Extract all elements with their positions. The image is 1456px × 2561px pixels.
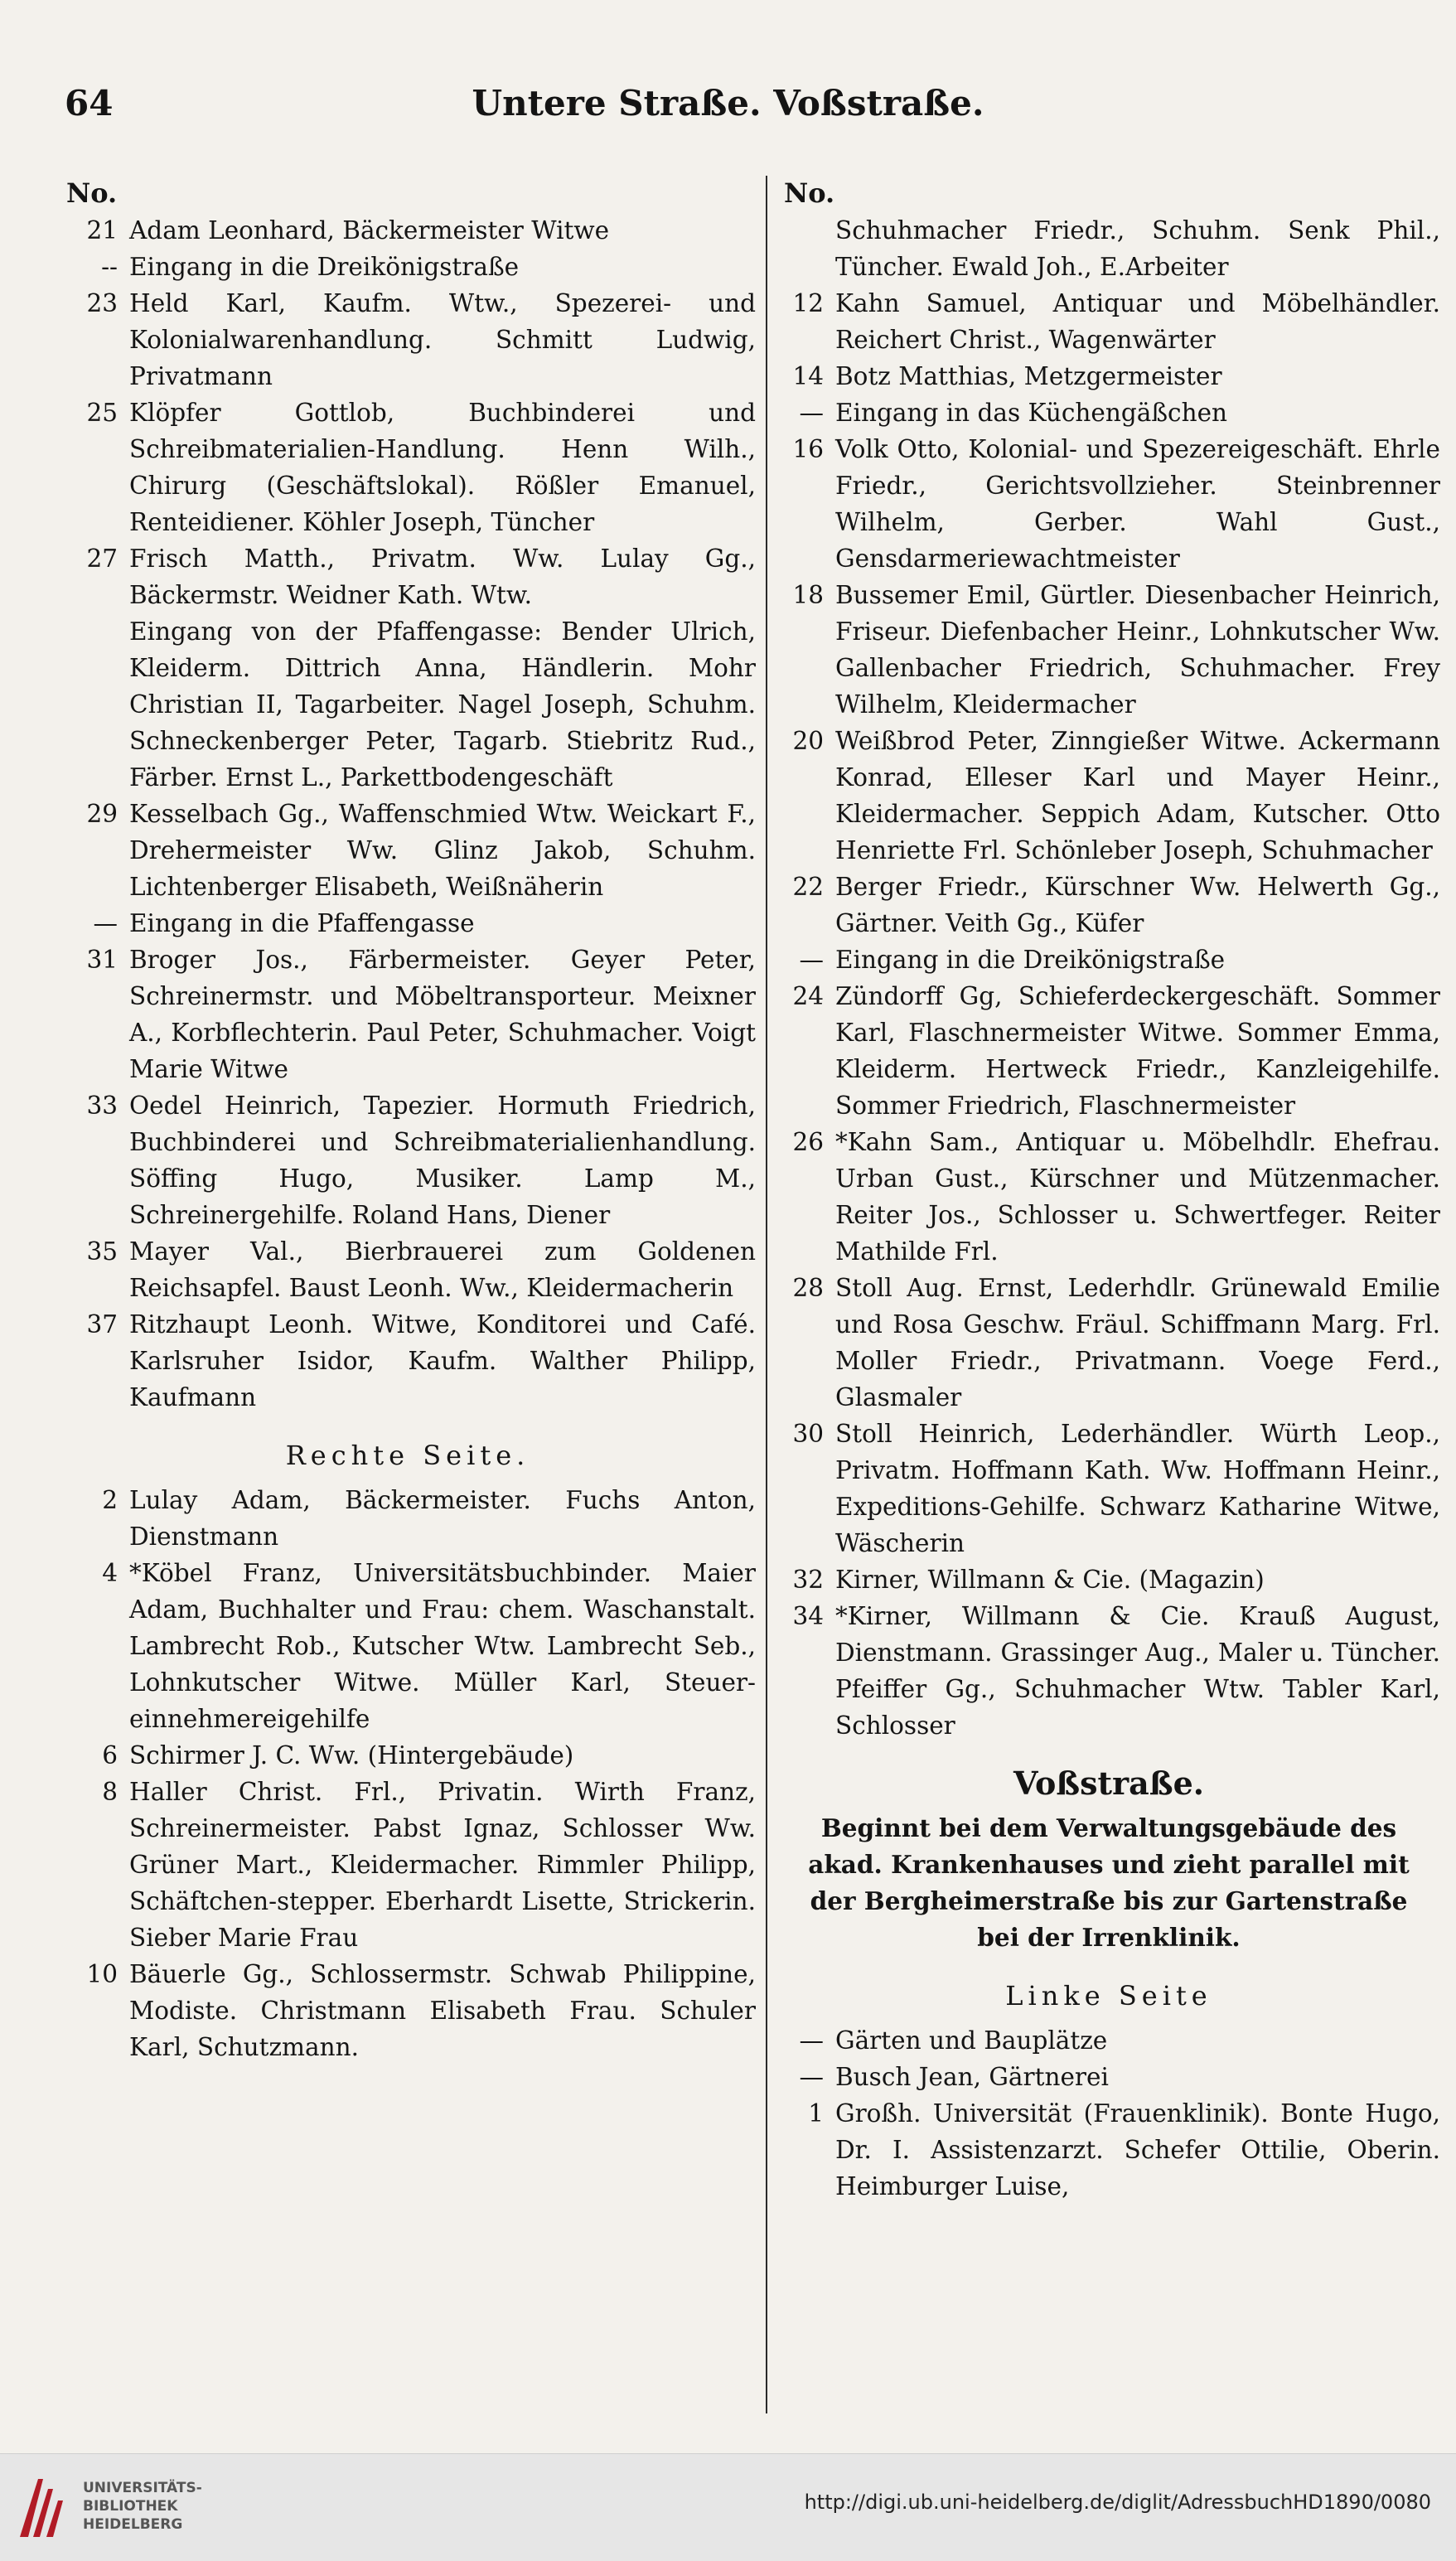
directory-entry bbox=[777, 723, 1440, 869]
entry-text: Volk Otto, Kolonial- und Spezereigeschäft. Ehrle Friedr., Gerichtsvollzieher. Steinbrenner Wilhelm, Gerber. Wahl Gust., Gensdarmeriewachtmeister bbox=[835, 435, 1440, 573]
entry-text: Eingang in die Dreikönigstraße bbox=[129, 253, 520, 281]
entry-text: Held Karl, Kaufm. Wtw., Spezerei- und Kolonialwarenhandlung. Schmitt Ludwig, Privatmann bbox=[129, 289, 756, 390]
house-number: 6 bbox=[102, 1741, 118, 1769]
entry-text: Haller Christ. Frl., Privatin. Wirth Franz, Schreinermeister. Pabst Ignaz, Schlosser Ww. Grüner Mart., Kleidermacher. Rimmler Philipp, Schäftchen-stepper. Eberhardt Lisette, Strickerin. Sieber Marie Frau bbox=[129, 1778, 756, 1952]
entry-text: *Kirner, Willmann & Cie. Krauß August, Dienstmann. Grassinger Aug., Maler u. Tüncher. Pfeiffer Gg., Schuhmacher Wtw. Tabler Karl, Schlosser bbox=[835, 1602, 1440, 1740]
directory-entry bbox=[60, 395, 756, 540]
left-entries bbox=[60, 212, 756, 1416]
house-number: 31 bbox=[86, 946, 118, 974]
directory-entry bbox=[777, 577, 1440, 723]
directory-entry bbox=[60, 212, 756, 249]
entry-text: Eingang von der Pfaffengasse: Bender Ulrich, Kleiderm. Dittrich Anna, Händlerin. Mohr Christian II, Tagarbeiter. Nagel Joseph, Schuhm. Schneckenberger Peter, Tagarb. Stiebritz Rud., Färber. Ernst L., Parkettbodengeschäft bbox=[129, 617, 756, 792]
entry-text: *Köbel Franz, Universitätsbuchbinder. Maier Adam, Buchhalter und Frau: chem. Waschanstalt. Lambrecht Rob., Kutscher Wtw. Lambrecht Seb., Lohnkutscher Witwe. Müller Karl, Steuer-einnehmereigehilfe bbox=[129, 1559, 756, 1733]
entry-text: Klöpfer Gottlob, Buchbinderei und Schreibmaterialien-Handlung. Henn Wilh., Chirurg (Geschäftslokal). Rößler Emanuel, Renteidiener. Köhler Joseph, Tüncher bbox=[129, 399, 756, 536]
directory-entry bbox=[777, 431, 1440, 577]
house-number: 30 bbox=[792, 1420, 824, 1448]
left-side-entries bbox=[777, 2022, 1440, 2205]
entry-text: Berger Friedr., Kürschner Ww. Helwerth Gg., Gärtner. Veith Gg., Küfer bbox=[835, 873, 1440, 937]
viewer-footer bbox=[0, 2453, 1456, 2561]
directory-entry bbox=[60, 905, 756, 942]
entry-text: Kirner, Willmann & Cie. (Magazin) bbox=[835, 1566, 1265, 1594]
entry-text: Großh. Universität (Frauenklinik). Bonte Hugo, Dr. I. Assistenzarzt. Schefer Ottilie, Oberin. Heimburger Luise, bbox=[835, 2099, 1440, 2200]
directory-entry bbox=[60, 1087, 756, 1233]
house-number: 1 bbox=[808, 2099, 824, 2128]
directory-entry bbox=[60, 796, 756, 905]
entry-text: Adam Leonhard, Bäckermeister Witwe bbox=[129, 216, 610, 244]
entry-text: *Kahn Sam., Antiquar u. Möbelhdlr. Ehefrau. Urban Gust., Kürschner und Mützenmacher. Reiter Jos., Schlosser u. Schwertfeger. Reiter Mathilde Frl. bbox=[835, 1128, 1440, 1266]
continuation-text: Schuhmacher Friedr., Schuhm. Senk Phil., Tüncher. Ewald Joh., E.Arbeiter bbox=[835, 216, 1440, 281]
house-number: — bbox=[799, 2026, 824, 2055]
directory-entry bbox=[777, 1270, 1440, 1416]
entry-text: Bäuerle Gg., Schlossermstr. Schwab Philippine, Modiste. Christmann Elisabeth Frau. Schuler Karl, Schutzmann. bbox=[129, 1960, 756, 2061]
house-number: — bbox=[799, 399, 824, 427]
directory-entry bbox=[60, 1482, 756, 1555]
directory-entry bbox=[777, 942, 1440, 978]
directory-entry bbox=[777, 358, 1440, 395]
house-number: 35 bbox=[86, 1237, 118, 1266]
house-number: 37 bbox=[86, 1310, 118, 1339]
directory-entry bbox=[777, 1598, 1440, 1744]
entry-text: Eingang in die Dreikönigstraße bbox=[835, 946, 1226, 974]
house-number: 12 bbox=[792, 289, 824, 317]
right-side-entries bbox=[60, 1482, 756, 2065]
entry-text: Stoll Heinrich, Lederhändler. Würth Leop., Privatm. Hoffmann Kath. Ww. Hoffmann Heinr., Expeditions-Gehilfe. Schwarz Katharine Witwe, Wäscherin bbox=[835, 1420, 1440, 1557]
entry-text: Botz Matthias, Metzgermeister bbox=[835, 362, 1222, 390]
running-title: Untere Straße. Voßstraße. bbox=[472, 83, 984, 123]
house-number: 29 bbox=[86, 800, 118, 828]
left-column bbox=[60, 174, 756, 2065]
house-number: 22 bbox=[792, 873, 824, 901]
house-number: 21 bbox=[86, 216, 118, 244]
entry-text: Schirmer J. C. Ww. (Hintergebäude) bbox=[129, 1741, 574, 1769]
entry-text: Mayer Val., Bierbrauerei zum Goldenen Reichsapfel. Baust Leonh. Ww., Kleidermacherin bbox=[129, 1237, 756, 1302]
house-number: 32 bbox=[792, 1566, 824, 1594]
house-number: 26 bbox=[792, 1128, 824, 1156]
library-logo-icon bbox=[15, 2472, 73, 2542]
entry-text: Ritzhaupt Leonh. Witwe, Konditorei und Café. Karlsruher Isidor, Kaufm. Walther Philipp, Kaufmann bbox=[129, 1310, 756, 1411]
house-number: 28 bbox=[792, 1274, 824, 1302]
entry-text: Gärten und Bauplätze bbox=[835, 2026, 1108, 2055]
house-number: 18 bbox=[792, 581, 824, 609]
house-number: 8 bbox=[102, 1778, 118, 1806]
directory-entry bbox=[777, 1416, 1440, 1561]
library-name: UNIVERSITÄTS- BIBLIOTHEK HEIDELBERG bbox=[83, 2480, 202, 2533]
directory-entry bbox=[777, 2059, 1440, 2095]
house-number: 23 bbox=[86, 289, 118, 317]
directory-entry bbox=[60, 540, 756, 613]
house-number: 2 bbox=[102, 1486, 118, 1514]
house-number: 4 bbox=[102, 1559, 118, 1587]
entry-text: Stoll Aug. Ernst, Lederhdlr. Grünewald Emilie und Rosa Geschw. Fräul. Schiffmann Marg. Frl. Moller Friedr., Privatmann. Voege Ferd., Glasmaler bbox=[835, 1274, 1440, 1411]
directory-entry bbox=[777, 978, 1440, 1124]
directory-entry bbox=[777, 395, 1440, 431]
house-number: 20 bbox=[792, 727, 824, 755]
directory-entry bbox=[60, 1956, 756, 2065]
entry-text: Kahn Samuel, Antiquar und Möbelhändler. Reichert Christ., Wagenwärter bbox=[835, 289, 1440, 354]
no-label: No. bbox=[66, 177, 118, 209]
directory-entry bbox=[777, 869, 1440, 942]
entry-text: Frisch Matth., Privatm. Ww. Lulay Gg., Bäckermstr. Weidner Kath. Wtw. bbox=[129, 545, 756, 609]
street-description: Beginnt bei dem Verwaltungsgebäude des akad. Krankenhauses und zieht parallel mit der Bergheimerstraße bis zur Gartenstraße bei der Irrenklinik. bbox=[808, 1813, 1410, 1952]
house-number: 34 bbox=[792, 1602, 824, 1630]
directory-entry bbox=[60, 1233, 756, 1306]
house-number: 14 bbox=[792, 362, 824, 390]
directory-entry bbox=[60, 1306, 756, 1416]
permalink-url[interactable]: http://digi.ub.uni-heidelberg.de/diglit/AdressbuchHD1890/0080 bbox=[804, 2491, 1431, 2514]
directory-entry bbox=[60, 285, 756, 395]
directory-entry bbox=[777, 2095, 1440, 2205]
house-number: 24 bbox=[792, 982, 824, 1010]
entry-text: Lulay Adam, Bäckermeister. Fuchs Anton, Dienstmann bbox=[129, 1486, 756, 1551]
section-heading-right-side: Rechte Seite. bbox=[285, 1440, 530, 1471]
house-number: 27 bbox=[86, 545, 118, 573]
directory-entry bbox=[60, 1774, 756, 1956]
entry-text: Weißbrod Peter, Zinngießer Witwe. Ackermann Konrad, Elleser Karl und Mayer Heinr., Kleidermacher. Seppich Adam, Kutscher. Otto Henriette Frl. Schönleber Joseph, Schuhmacher bbox=[835, 727, 1440, 864]
house-number: — bbox=[799, 946, 824, 974]
directory-entry bbox=[60, 942, 756, 1087]
entry-text: Zündorff Gg, Schieferdeckergeschäft. Sommer Karl, Flaschnermeister Witwe. Sommer Emma, Kleiderm. Hertweck Friedr., Kanzleigehilfe. Sommer Friedrich, Flaschnermeister bbox=[835, 982, 1440, 1120]
entry-text: Kesselbach Gg., Waffenschmied Wtw. Weickart F., Drehermeister Ww. Glinz Jakob, Schuhm. Lichtenberger Elisabeth, Weißnäherin bbox=[129, 800, 756, 901]
house-number: -- bbox=[101, 253, 118, 281]
page-number: 64 bbox=[65, 83, 114, 123]
entry-text: Oedel Heinrich, Tapezier. Hormuth Friedrich, Buchbinderei und Schreibmaterialienhandlung. Söffing Hugo, Musiker. Lamp M., Schreinergehilfe. Roland Hans, Diener bbox=[129, 1092, 756, 1229]
house-number: 10 bbox=[86, 1960, 118, 1988]
right-entries bbox=[777, 285, 1440, 1744]
entry-text: Eingang in die Pfaffengasse bbox=[129, 909, 475, 937]
column-divider bbox=[766, 176, 767, 2413]
directory-entry bbox=[777, 2022, 1440, 2059]
page-header bbox=[0, 76, 1456, 134]
street-title: Voßstraße. bbox=[1013, 1765, 1205, 1802]
house-number: — bbox=[799, 2063, 824, 2091]
house-number: — bbox=[93, 909, 118, 937]
no-label: No. bbox=[784, 177, 835, 209]
entry-text: Broger Jos., Färbermeister. Geyer Peter, Schreinermstr. und Möbeltransporteur. Meixner A., Korbflechterin. Paul Peter, Schuhmacher. Voigt Marie Witwe bbox=[129, 946, 756, 1083]
house-number: 25 bbox=[86, 399, 118, 427]
house-number: 33 bbox=[86, 1092, 118, 1120]
directory-entry bbox=[60, 249, 756, 285]
entry-text: Bussemer Emil, Gürtler. Diesenbacher Heinrich, Friseur. Diefenbacher Heinr., Lohnkutscher Ww. Gallenbacher Friedrich, Schuhmacher. Frey Wilhelm, Kleidermacher bbox=[835, 581, 1440, 719]
entry-text: Eingang in das Küchengäßchen bbox=[835, 399, 1228, 427]
directory-entry bbox=[777, 285, 1440, 358]
directory-entry bbox=[777, 1124, 1440, 1270]
entry-text: Busch Jean, Gärtnerei bbox=[835, 2063, 1109, 2091]
section-heading-left-side: Linke Seite bbox=[1005, 1980, 1212, 2012]
directory-entry bbox=[60, 1737, 756, 1774]
right-column bbox=[777, 174, 1440, 2205]
directory-entry bbox=[60, 613, 756, 796]
directory-entry bbox=[60, 1555, 756, 1737]
directory-entry bbox=[777, 1561, 1440, 1598]
house-number: 16 bbox=[792, 435, 824, 463]
